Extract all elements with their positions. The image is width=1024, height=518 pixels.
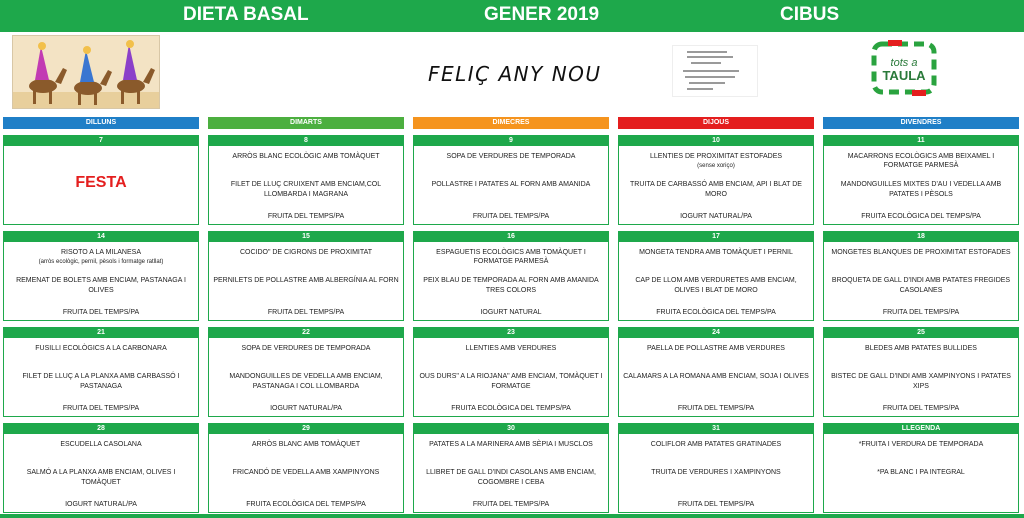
dessert: IOGURT NATURAL bbox=[480, 309, 542, 316]
first-course-text: FUSILLI ECOLÒGICS A LA CARBONARA bbox=[35, 345, 167, 352]
day-number: 29 bbox=[209, 424, 403, 434]
first-course-text: PAELLA DE POLLASTRE AMB VERDURES bbox=[647, 345, 785, 352]
greeting-text: FELIÇ ANY NOU bbox=[428, 62, 602, 86]
legend-cell bbox=[823, 423, 1019, 513]
menu-day-cell bbox=[823, 327, 1019, 417]
day-number: 16 bbox=[414, 232, 608, 242]
first-course-note: (arròs ecològic, pernil, pèsols i formatge ratllat) bbox=[38, 259, 164, 265]
dessert: FRUITA DEL TEMPS/PA bbox=[267, 213, 345, 220]
day-number: 15 bbox=[209, 232, 403, 242]
day-header-dimecres: DIMECRES bbox=[413, 117, 609, 129]
dessert: IOGURT NATURAL/PA bbox=[65, 501, 137, 508]
svg-text:tots a: tots a bbox=[890, 57, 918, 69]
first-course bbox=[8, 344, 194, 353]
second-course: TRUITA DE VERDURES I XAMPINYONS bbox=[651, 469, 781, 476]
letterhead-image bbox=[672, 45, 758, 97]
first-course-text: COCIDO" DE CIGRONS DE PROXIMITAT bbox=[239, 249, 373, 256]
day-number: 7 bbox=[4, 136, 198, 146]
first-course bbox=[213, 152, 399, 161]
menu-day-cell bbox=[413, 327, 609, 417]
dessert: FRUITA DEL TEMPS/PA bbox=[267, 309, 345, 316]
day-number: 8 bbox=[209, 136, 403, 146]
legend-item: *PA BLANC I PA INTEGRAL bbox=[877, 469, 965, 476]
second-course: PEIX BLAU DE TEMPORADA AL FORN AMB AMANIDA TRES COLORS bbox=[423, 277, 599, 294]
dessert: IOGURT NATURAL/PA bbox=[270, 405, 342, 412]
menu-day-cell bbox=[413, 423, 609, 513]
second-course: CALAMARS A LA ROMANA AMB ENCIAM, SOJA I OLIVES bbox=[623, 373, 809, 380]
tots-a-taula-logo bbox=[868, 38, 940, 98]
holiday-label: FESTA bbox=[75, 174, 127, 191]
first-course bbox=[828, 248, 1014, 257]
day-number: 30 bbox=[414, 424, 608, 434]
day-number: 17 bbox=[619, 232, 813, 242]
menu-day-cell bbox=[618, 423, 814, 513]
first-course-text: ARRÒS BLANC ECOLÒGIC AMB TOMÀQUET bbox=[232, 153, 380, 160]
menu-day-cell bbox=[413, 135, 609, 225]
menu-day-cell bbox=[413, 231, 609, 321]
legend-title: LLEGENDA bbox=[824, 424, 1018, 434]
legend-item bbox=[828, 440, 1014, 449]
menu-day-cell bbox=[823, 231, 1019, 321]
svg-text:TAULA: TAULA bbox=[882, 68, 926, 83]
first-course bbox=[8, 248, 194, 267]
header-bar bbox=[0, 0, 1024, 32]
second-course: FILET DE LLUÇ CRUIXENT AMB ENCIAM,COL LLOMBARDA I MAGRANA bbox=[230, 181, 382, 198]
dessert: FRUITA DEL TEMPS/PA bbox=[62, 405, 140, 412]
second-course: MANDONGUILLES MIXTES D'AU I VEDELLA AMB PATATES I PÈSOLS bbox=[840, 181, 1002, 198]
second-course: BISTEC DE GALL D'INDI AMB XAMPINYONS I PATATES XIPS bbox=[831, 373, 1011, 390]
menu-day-cell bbox=[618, 135, 814, 225]
three-kings-image bbox=[12, 35, 160, 109]
first-course bbox=[418, 344, 604, 353]
legend-item-text: *FRUITA I VERDURA DE TEMPORADA bbox=[858, 441, 984, 448]
logo-icon bbox=[868, 38, 940, 98]
first-course-text: SOPA DE VERDURES DE TEMPORADA bbox=[446, 153, 576, 160]
dessert: FRUITA ECOLÒGICA DEL TEMPS/PA bbox=[861, 213, 981, 220]
first-course-text: BLEDES AMB PATATES BULLIDES bbox=[865, 345, 977, 352]
menu-day-cell bbox=[3, 231, 199, 321]
first-course bbox=[418, 440, 604, 449]
menu-day-cell bbox=[3, 327, 199, 417]
second-course: SALMÓ A LA PLANXA AMB ENCIAM, OLIVES I TOMÀQUET bbox=[26, 469, 176, 486]
menu-day-cell bbox=[823, 135, 1019, 225]
first-course bbox=[623, 152, 809, 171]
first-course bbox=[623, 440, 809, 449]
dessert: FRUITA ECOLÒGICA DEL TEMPS/PA bbox=[656, 309, 776, 316]
first-course-text: SOPA DE VERDURES DE TEMPORADA bbox=[241, 345, 371, 352]
dessert: FRUITA DEL TEMPS/PA bbox=[882, 309, 960, 316]
day-number: 18 bbox=[824, 232, 1018, 242]
first-course bbox=[213, 248, 399, 257]
first-course bbox=[213, 344, 399, 353]
dessert: FRUITA DEL TEMPS/PA bbox=[677, 501, 755, 508]
day-header-dijous: DIJOUS bbox=[618, 117, 814, 129]
first-course-text: LLENTIES DE PROXIMITAT ESTOFADES bbox=[649, 153, 783, 160]
day-number: 31 bbox=[619, 424, 813, 434]
menu-day-cell bbox=[208, 423, 404, 513]
dessert: FRUITA DEL TEMPS/PA bbox=[677, 405, 755, 412]
day-number: 23 bbox=[414, 328, 608, 338]
header-month: GENER 2019 bbox=[484, 4, 600, 25]
second-course: PERNILETS DE POLLASTRE AMB ALBERGÍNIA AL FORN bbox=[213, 277, 399, 284]
day-number: 24 bbox=[619, 328, 813, 338]
first-course bbox=[8, 440, 194, 449]
menu-day-cell bbox=[208, 135, 404, 225]
dessert: FRUITA DEL TEMPS/PA bbox=[62, 309, 140, 316]
first-course-text: RISOTO A LA MILANESA bbox=[60, 249, 141, 256]
first-course bbox=[828, 152, 1014, 170]
dessert: FRUITA DEL TEMPS/PA bbox=[472, 213, 550, 220]
day-number: 9 bbox=[414, 136, 608, 146]
first-course-text: MACARRONS ECOLÒGICS AMB BEIXAMEL I FORMATGE PARMESÀ bbox=[847, 153, 995, 169]
day-number: 14 bbox=[4, 232, 198, 242]
second-course: LLIBRET DE GALL D'INDI CASOLANS AMB ENCIAM, COGOMBRE I CEBA bbox=[426, 469, 596, 486]
first-course bbox=[623, 344, 809, 353]
first-course-text: ARRÒS BLANC AMB TOMÀQUET bbox=[251, 441, 361, 448]
menu-day-cell bbox=[208, 327, 404, 417]
second-course: POLLASTRE I PATATES AL FORN AMB AMANIDA bbox=[431, 181, 591, 188]
menu-day-cell bbox=[208, 231, 404, 321]
first-course-text: MONGETES BLANQUES DE PROXIMITAT ESTOFADES bbox=[831, 249, 1011, 256]
day-number: 28 bbox=[4, 424, 198, 434]
second-course: REMENAT DE BOLETS AMB ENCIAM, PASTANAGA I OLIVES bbox=[16, 277, 186, 294]
dessert: FRUITA ECOLÒGICA DEL TEMPS/PA bbox=[246, 501, 366, 508]
first-course bbox=[828, 344, 1014, 353]
dessert: FRUITA DEL TEMPS/PA bbox=[472, 501, 550, 508]
first-course-note: (sense xoriço) bbox=[697, 163, 735, 169]
first-course bbox=[623, 248, 809, 257]
dessert: FRUITA DEL TEMPS/PA bbox=[882, 405, 960, 412]
day-number: 10 bbox=[619, 136, 813, 146]
day-number: 21 bbox=[4, 328, 198, 338]
day-header-dimarts: DIMARTS bbox=[208, 117, 404, 129]
first-course-text: PATATES A LA MARINERA AMB SÈPIA I MUSCLOS bbox=[429, 441, 593, 448]
dessert: IOGURT NATURAL/PA bbox=[680, 213, 752, 220]
first-course-text: LLENTIES AMB VERDURES bbox=[465, 345, 557, 352]
kings-camels-icon bbox=[13, 36, 159, 108]
header-diet-title: DIETA BASAL bbox=[183, 4, 309, 25]
second-course: TRUITA DE CARBASSÓ AMB ENCIAM, API I BLAT DE MORO bbox=[630, 181, 802, 198]
first-course-text: COLIFLOR AMB PATATES GRATINADES bbox=[650, 441, 782, 448]
second-course: OUS DURS" A LA RIOJANA" AMB ENCIAM, TOMÀQUET I FORMATGE bbox=[419, 373, 603, 390]
first-course bbox=[213, 440, 399, 449]
header-company: CIBUS bbox=[780, 4, 840, 25]
day-header-dilluns: DILLUNS bbox=[3, 117, 199, 129]
second-course: BROQUETA DE GALL D'INDI AMB PATATES FREGIDES CASOLANES bbox=[831, 277, 1011, 294]
menu-day-cell bbox=[3, 135, 199, 225]
second-course: FRICANDÓ DE VEDELLA AMB XAMPINYONS bbox=[232, 469, 380, 476]
day-header-divendres: DIVENDRES bbox=[823, 117, 1019, 129]
menu-day-cell bbox=[618, 327, 814, 417]
footer-bar bbox=[0, 514, 1024, 518]
dessert: FRUITA ECOLÒGICA DEL TEMPS/PA bbox=[451, 405, 571, 412]
second-course: FILET DE LLUÇ A LA PLANXA AMB CARBASSÓ I PASTANAGA bbox=[22, 373, 180, 390]
day-number: 25 bbox=[824, 328, 1018, 338]
second-course: CAP DE LLOM AMB VERDURETES AMB ENCIAM, OLIVES I BLAT DE MORO bbox=[635, 277, 797, 294]
second-course: MANDONGUILLES DE VEDELLA AMB ENCIAM, PASTANAGA I COL LLOMBARDA bbox=[229, 373, 383, 390]
menu-day-cell bbox=[618, 231, 814, 321]
menu-day-cell bbox=[3, 423, 199, 513]
day-number: 11 bbox=[824, 136, 1018, 146]
first-course-text: ESCUDELLA CASOLANA bbox=[60, 441, 142, 448]
day-number: 22 bbox=[209, 328, 403, 338]
first-course bbox=[418, 248, 604, 266]
first-course-text: MONGETA TENDRA AMB TOMÀQUET I PERNIL bbox=[639, 249, 793, 256]
first-course bbox=[418, 152, 604, 161]
first-course-text: ESPAGUETIS ECOLÒGICS AMB TOMÀQUET I FORMATGE PARMESÀ bbox=[436, 249, 586, 265]
